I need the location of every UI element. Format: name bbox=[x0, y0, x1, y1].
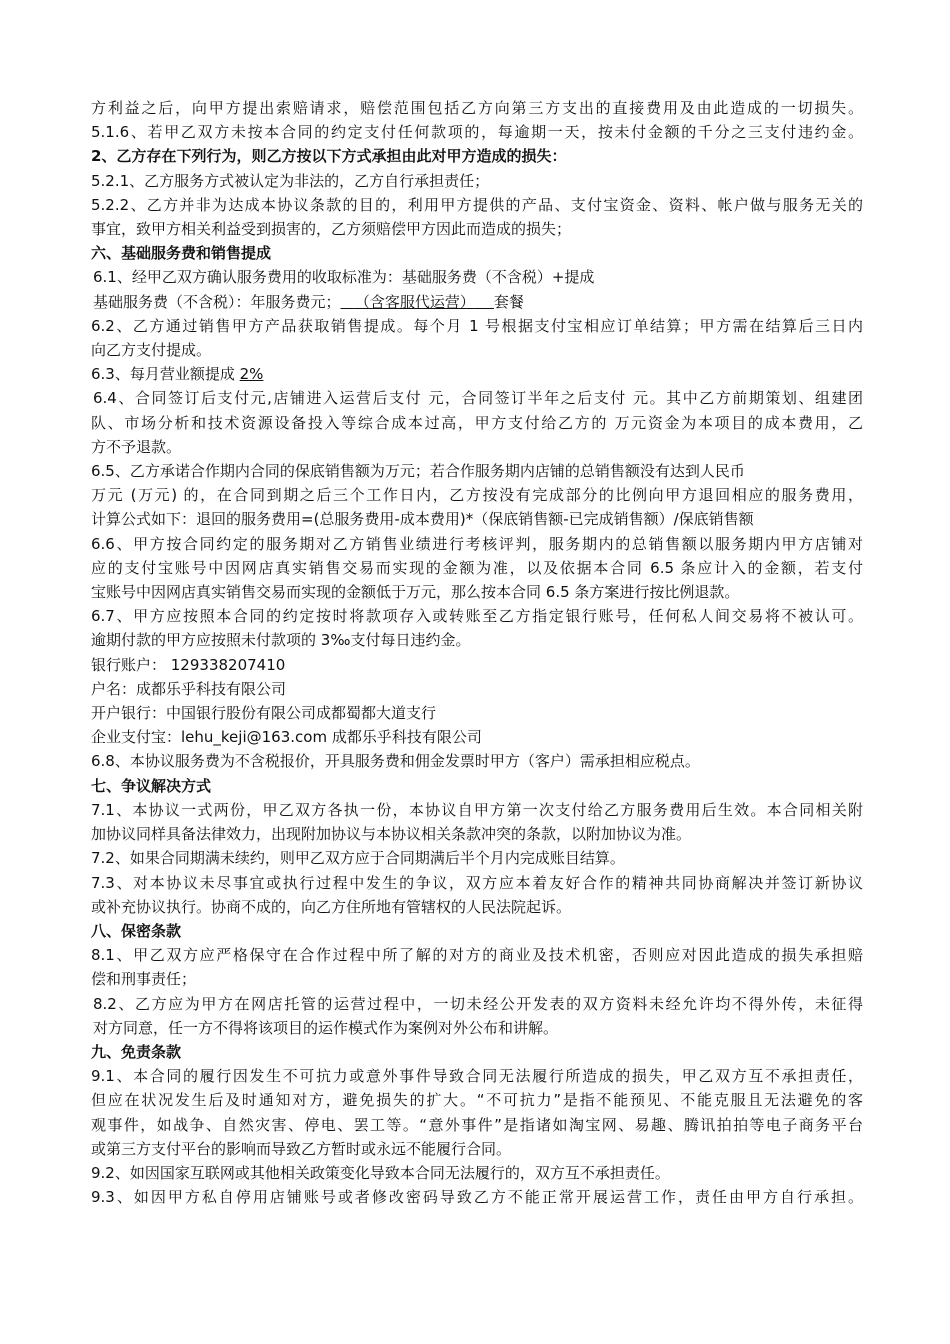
paragraph-line: 6.6、甲方按合同约定的服务期对乙方销售业绩进行考核评判，服务期内的总销售额以服务期内甲方店铺对 bbox=[91, 534, 863, 553]
paragraph-line: 6.2、乙方通过销售甲方产品获取销售提成。每个月 1 号根据支付宝相应订单结算；甲方需在结算后三日内 bbox=[91, 316, 863, 335]
paragraph-line: 5.2.1、乙方服务方式被认定为非法的，乙方自行承担责任； bbox=[91, 171, 490, 190]
paragraph-line: 应的支付宝账号中因网店真实销售交易而实现的金额为准，以及依据本合同 6.5 条应计入的金额，若支付 bbox=[91, 558, 863, 577]
paragraph-line: 对方同意，任一方不得将该项目的运作模式作为案例对外公布和讲解。 bbox=[93, 1018, 559, 1037]
fee-label: 基础服务费（不含税）：年服务费元； bbox=[93, 292, 341, 311]
paragraph-line: 加协议同样具备法律效力，出现附加协议与本协议相关条款冲突的条款，以附加协议为准。 bbox=[91, 825, 692, 844]
subsection-heading: 2、乙方存在下列行为，则乙方按以下方式承担由此对甲方造成的损失： bbox=[91, 147, 567, 166]
paragraph-line: 8.1、甲乙双方应严格保守在合作过程中所了解的对方的商业及技术机密，否则应对因此造成的损失承担赔 bbox=[91, 946, 863, 965]
paragraph-line: 偿和刑事责任； bbox=[91, 970, 197, 989]
package-underline bbox=[341, 293, 494, 311]
paragraph-line: 6.8、本协议服务费为不含税报价，开具服务费和佣金发票时甲方（客户）需承担相应税点。 bbox=[91, 752, 700, 771]
commission-rate: 2% bbox=[239, 365, 264, 384]
bank-branch: 开户银行：中国银行股份有限公司成都蜀都大道支行 bbox=[91, 704, 437, 723]
section-heading: 七、争议解决方式 bbox=[91, 776, 212, 795]
section-heading: 八、保密条款 bbox=[91, 921, 182, 940]
bank-account: 银行账户： 129338207410 bbox=[91, 655, 286, 674]
paragraph-line: 队、市场分析和技术资源设备投入等综合成本过高，甲方支付给乙方的 万元资金为本项目的成本费用，乙 bbox=[91, 413, 863, 432]
package-suffix: 套餐 bbox=[493, 292, 524, 311]
paragraph-line: 万元 (万元) 的，在合同到期之后三个工作日内，乙方按没有完成部分的比例向甲方退回相应的服务费用， bbox=[91, 486, 863, 505]
section-heading: 九、免责条款 bbox=[91, 1042, 182, 1061]
paragraph-line: 计算公式如下：退回的服务费用=(总服务费用-成本费用)*（保底销售额-已完成销售额）/保底销售额 bbox=[91, 510, 754, 529]
paragraph-line: 6.7、甲方应按照本合同的约定按时将款项存入或转账至乙方指定银行账号，任何私人间交易将不被认可。 bbox=[91, 607, 863, 626]
alipay-account: 企业支付宝：lehu_keji@163.com 成都乐乎科技有限公司 bbox=[91, 728, 482, 747]
paragraph-line: 方利益之后，向甲方提出索赔请求，赔偿范围包括乙方向第三方支出的直接费用及由此造成的一切损失。 bbox=[91, 99, 863, 117]
paragraph-line: 6.5、乙方承诺合作期内合同的保底销售额为万元；若合作服务期内店铺的总销售额没有达到人民币 bbox=[91, 462, 745, 481]
paragraph-line: 9.1、本合同的履行因发生不可抗力或意外事件导致合同无法履行所造成的损失，甲乙双方互不承担责任， bbox=[91, 1067, 863, 1086]
paragraph-line: 观事件，如战争、自然灾害、停电、罢工等。“意外事件”是指诸如淘宝网、易趣、腾讯拍拍等电子商务平台 bbox=[91, 1115, 863, 1134]
paragraph-line: 8.2、乙方应为甲方在网店托管的运营过程中，一切未经公开发表的双方资料未经允许均不得外传，未征得 bbox=[93, 994, 863, 1013]
paragraph-line: 6.4、合同签订后支付元,店铺进入运营后支付 元，合同签订半年之后支付 元。其中乙方前期策划、组建团 bbox=[93, 389, 863, 408]
paragraph-line: 6.1、经甲乙双方确认服务费用的收取标准为：基础服务费（不含税）+提成 bbox=[93, 268, 595, 287]
package-text: （含客服代运营） bbox=[354, 292, 475, 311]
paragraph-line: 9.3、如因甲方私自停用店铺账号或者修改密码导致乙方不能正常开展运营工作，责任由甲方自行承担。 bbox=[91, 1188, 863, 1207]
contract-page bbox=[91, 96, 863, 1209]
paragraph-line bbox=[91, 290, 863, 314]
paragraph-line: 宝账号中因网店真实销售交易而实现的金额低于万元，那么按本合同 6.5 条方案进行按比例退款。 bbox=[91, 583, 740, 602]
paragraph-line: 7.2、如果合同期满未续约，则甲乙双方应于合同期满后半个月内完成账目结算。 bbox=[91, 849, 625, 868]
paragraph-line: 逾期付款的甲方应按照未付款项的 3‰支付每日违约金。 bbox=[91, 631, 471, 650]
account-name: 户名：成都乐乎科技有限公司 bbox=[91, 679, 287, 698]
paragraph-line: 9.2、如因国家互联网或其他相关政策变化导致本合同无法履行的，双方互不承担责任。 bbox=[91, 1163, 670, 1182]
paragraph-line: 7.1、本协议一式两份，甲乙双方各执一份，本协议自甲方第一次支付给乙方服务费用后生效。本合同相关附 bbox=[91, 800, 863, 819]
paragraph-line: 方不予退款。 bbox=[91, 437, 182, 456]
section-heading: 六、基础服务费和销售提成 bbox=[91, 244, 272, 263]
paragraph-line: 5.1.6、若甲乙双方未按本合同的约定支付任何款项的，每逾期一天，按未付金额的千分之三支付违约金。 bbox=[91, 123, 863, 142]
paragraph-line: 向乙方支付提成。 bbox=[91, 341, 212, 360]
paragraph-line: 7.3、对本协议未尽事宜或执行过程中发生的争议，双方应本着友好合作的精神共同协商解决并签订新协议 bbox=[91, 873, 863, 892]
paragraph-line: 事宜，致甲方相关利益受到损害的，乙方须赔偿甲方因此而造成的损失； bbox=[91, 220, 572, 239]
paragraph-line bbox=[91, 362, 863, 386]
commission-label: 6.3、每月营业额提成 bbox=[91, 365, 240, 384]
paragraph-line: 或补充协议执行。协商不成的，向乙方住所地有管辖权的人民法院起诉。 bbox=[91, 897, 572, 916]
paragraph-line: 或第三方支付平台的影响而导致乙方暂时或永远不能履行合同。 bbox=[91, 1139, 512, 1158]
paragraph-line: 但应在状况发生后及时通知对方，避免损失的扩大。“不可抗力”是指不能预见、不能克服且无法避免的客 bbox=[91, 1091, 863, 1110]
paragraph-line: 5.2.2、乙方并非为达成本协议条款的目的，利用甲方提供的产品、支付宝资金、资料、帐户做与服务无关的 bbox=[91, 195, 863, 214]
